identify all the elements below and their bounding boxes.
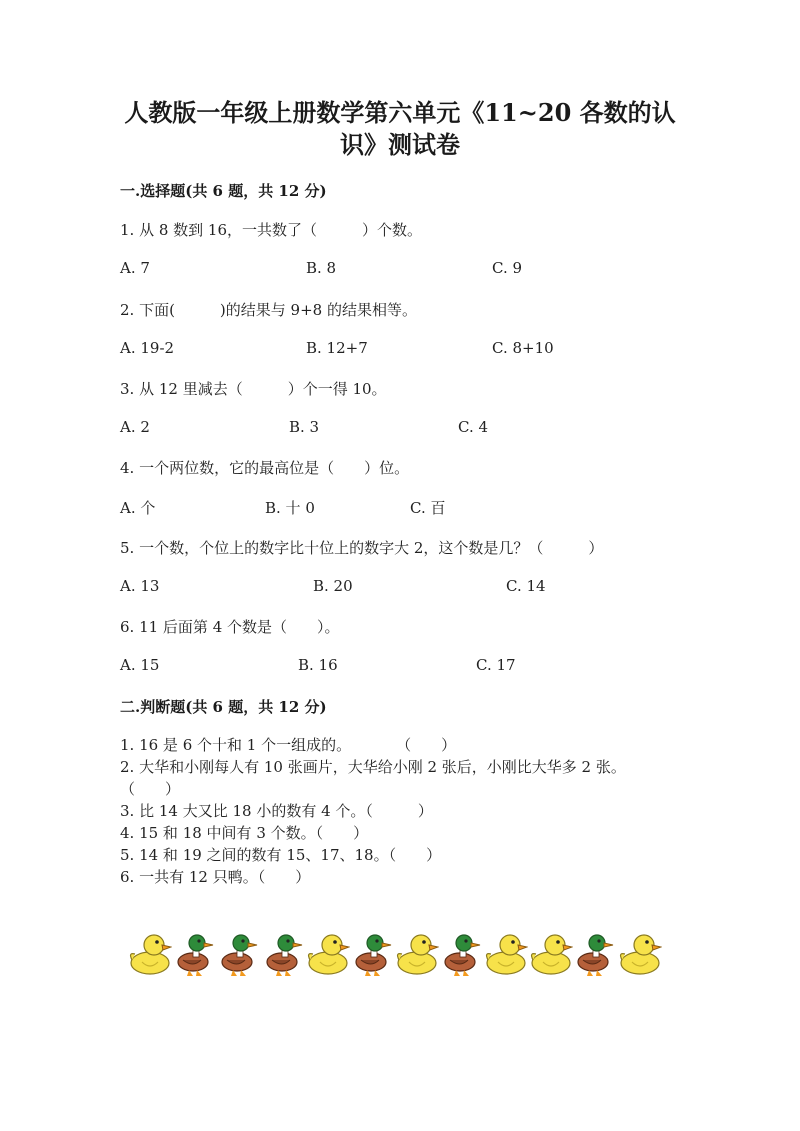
tf-item-6: 6. 一共有 12 只鸭。（ ） xyxy=(120,868,311,886)
q2-option-a: A. 19-2 xyxy=(120,339,175,357)
q4-option-c: C. 百 xyxy=(410,499,446,517)
yellow-duck-icon xyxy=(616,930,662,978)
mallard-duck-icon xyxy=(215,930,261,978)
section-2-heading: 二.判断题(共 6 题，共 12 分) xyxy=(120,698,327,716)
question-1: 1. 从 8 数到 16，一共数了（ ）个数。 xyxy=(120,221,423,239)
mallard-duck-icon xyxy=(171,930,217,978)
q1-option-b: B. 8 xyxy=(306,259,337,277)
q2-option-b: B. 12+7 xyxy=(306,339,368,357)
title-line-1: 人教版一年级上册数学第六单元《11~20 各数的认 xyxy=(124,98,676,127)
q5-option-c: C. 14 xyxy=(506,577,546,595)
q1-option-c: C. 9 xyxy=(492,259,523,277)
title-line-2: 识》测试卷 xyxy=(340,130,460,159)
question-2: 2. 下面( )的结果与 9+8 的结果相等。 xyxy=(120,301,417,319)
q3-option-b: B. 3 xyxy=(289,418,320,436)
q5-option-b: B. 20 xyxy=(313,577,353,595)
yellow-duck-icon xyxy=(527,930,573,978)
q3-option-a: A. 2 xyxy=(120,418,150,436)
tf-item-5: 5. 14 和 19 之间的数有 15、17、18。（ ） xyxy=(120,846,442,864)
duck-row xyxy=(126,930,666,980)
q2-option-c: C. 8+10 xyxy=(492,339,554,357)
section-1-heading: 一.选择题(共 6 题，共 12 分) xyxy=(120,182,327,200)
q5-option-a: A. 13 xyxy=(120,577,160,595)
tf-item-4: 4. 15 和 18 中间有 3 个数。（ ） xyxy=(120,824,369,842)
mallard-duck-icon xyxy=(260,930,306,978)
question-4: 4. 一个两位数，它的最高位是（ ）位。 xyxy=(120,459,410,477)
q3-option-c: C. 4 xyxy=(458,418,489,436)
tf-item-2-answer: （ ） xyxy=(120,780,181,798)
mallard-duck-icon xyxy=(349,930,395,978)
mallard-duck-icon xyxy=(571,930,617,978)
question-3: 3. 从 12 里减去（ ）个一得 10。 xyxy=(120,380,387,398)
q4-option-b: B. 十 0 xyxy=(265,499,315,517)
q1-option-a: A. 7 xyxy=(120,259,150,277)
tf-item-3: 3. 比 14 大又比 18 小的数有 4 个。（ ） xyxy=(120,802,433,820)
question-5: 5. 一个数，个位上的数字比十位上的数字大 2，这个数是几？（ ） xyxy=(120,539,604,557)
tf-item-2: 2. 大华和小刚每人有 10 张画片，大华给小刚 2 张后，小刚比大华多 2 张。 xyxy=(120,758,626,776)
question-6: 6. 11 后面第 4 个数是（ ）。 xyxy=(120,618,340,636)
yellow-duck-icon xyxy=(126,930,172,978)
mallard-duck-icon xyxy=(438,930,484,978)
yellow-duck-icon xyxy=(482,930,528,978)
q4-option-a: A. 个 xyxy=(120,499,156,517)
tf-item-1: 1. 16 是 6 个十和 1 个一组成的。 （ ） xyxy=(120,736,457,754)
q6-option-c: C. 17 xyxy=(476,656,516,674)
q6-option-a: A. 15 xyxy=(120,656,160,674)
yellow-duck-icon xyxy=(393,930,439,978)
yellow-duck-icon xyxy=(304,930,350,978)
q6-option-b: B. 16 xyxy=(298,656,338,674)
